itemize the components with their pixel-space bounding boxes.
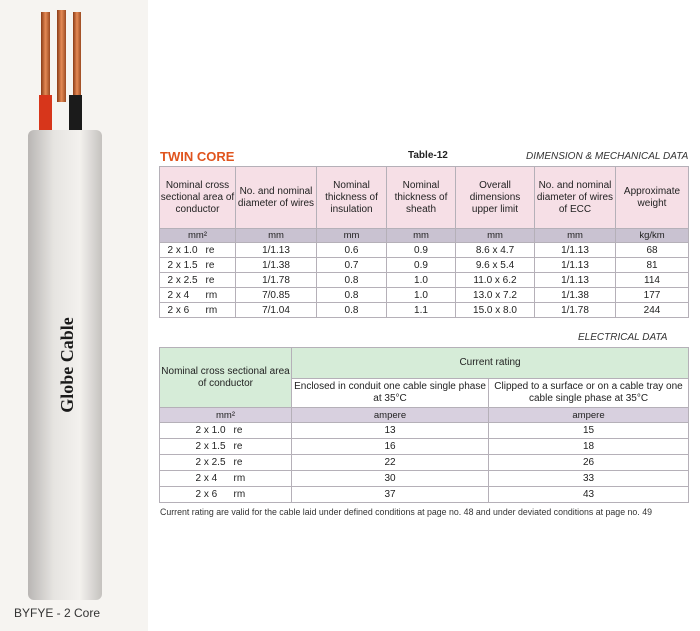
conductor-size bbox=[196, 489, 256, 500]
conductor-size bbox=[196, 457, 256, 468]
conductor-type: re bbox=[233, 457, 243, 468]
clipped-rating-cell: 26 bbox=[489, 455, 689, 471]
size-value: 2 x 6 bbox=[167, 304, 190, 316]
product-photo-panel bbox=[0, 0, 148, 631]
weight-cell: 81 bbox=[616, 258, 689, 273]
unit-row bbox=[160, 408, 689, 423]
conductor-size bbox=[168, 290, 228, 301]
wires-cell: 1/1.78 bbox=[236, 273, 317, 288]
clipped-rating-cell: 15 bbox=[489, 423, 689, 439]
conduit-rating-cell: 16 bbox=[292, 439, 489, 455]
weight-cell: 177 bbox=[616, 288, 689, 303]
conduit-rating-cell: 13 bbox=[292, 423, 489, 439]
ecc-cell: 1/1.78 bbox=[535, 303, 616, 318]
sheath-cell: 0.9 bbox=[387, 243, 456, 258]
overall-cell: 11.0 x 6.2 bbox=[456, 273, 535, 288]
size-value: 2 x 2.5 bbox=[167, 274, 198, 286]
table-row bbox=[160, 439, 689, 455]
ecc-cell: 1/1.13 bbox=[535, 243, 616, 258]
conductor-size bbox=[168, 245, 228, 256]
dimension-table bbox=[159, 166, 689, 318]
conductor-size-cell bbox=[160, 258, 236, 273]
brand-label: Globe Cable bbox=[57, 317, 77, 413]
conductor-type: rm bbox=[233, 489, 246, 500]
conductor-size-cell bbox=[160, 288, 236, 303]
insulation-cell: 0.6 bbox=[317, 243, 387, 258]
conductor-size-cell bbox=[160, 487, 292, 503]
header-row bbox=[160, 167, 689, 229]
current-rating-header: Current rating bbox=[292, 348, 689, 379]
column-header: Approximate weight bbox=[616, 167, 689, 229]
conduit-rating-cell: 22 bbox=[292, 455, 489, 471]
black-insulation bbox=[69, 95, 82, 135]
unit-cell: mm bbox=[535, 229, 616, 243]
electrical-title: ELECTRICAL DATA bbox=[578, 332, 668, 343]
overall-cell: 8.6 x 4.7 bbox=[456, 243, 535, 258]
ecc-cell: 1/1.13 bbox=[535, 258, 616, 273]
weight-cell: 68 bbox=[616, 243, 689, 258]
column-header: Enclosed in conduit one cable single phase at 35°C bbox=[292, 379, 489, 408]
dimension-title: DIMENSION & MECHANICAL DATA bbox=[526, 151, 689, 162]
conductor-type: re bbox=[233, 425, 243, 436]
table-row bbox=[160, 487, 689, 503]
clipped-rating-cell: 43 bbox=[489, 487, 689, 503]
overall-cell: 15.0 x 8.0 bbox=[456, 303, 535, 318]
column-header: Nominal thickness of sheath bbox=[387, 167, 456, 229]
conductor-size-cell bbox=[160, 423, 292, 439]
unit-cell: mm bbox=[456, 229, 535, 243]
column-header: Nominal cross sectional area of conductor bbox=[160, 167, 236, 229]
table-row bbox=[160, 455, 689, 471]
conductor-type: re bbox=[205, 259, 215, 271]
conductor-size-cell bbox=[160, 439, 292, 455]
weight-cell: 244 bbox=[616, 303, 689, 318]
size-value: 2 x 1.0 bbox=[167, 244, 198, 256]
copper-wire-left bbox=[41, 12, 50, 102]
conductor-size bbox=[168, 260, 228, 271]
wires-cell: 7/0.85 bbox=[236, 288, 317, 303]
header-row bbox=[160, 348, 689, 379]
red-insulation bbox=[39, 95, 52, 135]
column-header: No. and nominal diameter of wires of ECC bbox=[535, 167, 616, 229]
wires-cell: 1/1.13 bbox=[236, 243, 317, 258]
size-value: 2 x 1.0 bbox=[195, 425, 226, 436]
ecc-cell: 1/1.38 bbox=[535, 288, 616, 303]
overall-cell: 9.6 x 5.4 bbox=[456, 258, 535, 273]
copper-wire-right bbox=[73, 12, 81, 102]
insulation-cell: 0.8 bbox=[317, 303, 387, 318]
table-row bbox=[160, 258, 689, 273]
current-rating-note: Current rating are valid for the cable laid under defined conditions at page no. 48 and under deviated conditions at page no. 49 bbox=[160, 507, 652, 517]
size-value: 2 x 6 bbox=[195, 489, 218, 500]
table-row bbox=[160, 243, 689, 258]
conductor-type: re bbox=[233, 441, 243, 452]
size-value: 2 x 4 bbox=[195, 473, 218, 484]
unit-cell: kg/km bbox=[616, 229, 689, 243]
unit-cell: mm² bbox=[160, 229, 236, 243]
column-header: Clipped to a surface or on a cable tray one cable single phase at 35°C bbox=[489, 379, 689, 408]
conductor-type: rm bbox=[233, 473, 246, 484]
unit-cell: ampere bbox=[292, 408, 489, 423]
table-row bbox=[160, 423, 689, 439]
ecc-cell: 1/1.13 bbox=[535, 273, 616, 288]
conduit-rating-cell: 30 bbox=[292, 471, 489, 487]
cable-illustration bbox=[18, 0, 118, 600]
conductor-type: rm bbox=[205, 304, 218, 316]
column-header: No. and nominal diameter of wires bbox=[236, 167, 317, 229]
table-row bbox=[160, 471, 689, 487]
conductor-type: rm bbox=[205, 289, 218, 301]
conductor-type: re bbox=[205, 244, 215, 256]
area-header: Nominal cross sectional area of conductor bbox=[160, 348, 292, 408]
weight-cell: 114 bbox=[616, 273, 689, 288]
conduit-rating-cell: 37 bbox=[292, 487, 489, 503]
sheath-cell: 1.0 bbox=[387, 273, 456, 288]
column-header: Overall dimensions upper limit bbox=[456, 167, 535, 229]
conductor-type: re bbox=[205, 274, 215, 286]
insulation-cell: 0.8 bbox=[317, 288, 387, 303]
conductor-size bbox=[196, 473, 256, 484]
unit-cell: mm bbox=[236, 229, 317, 243]
unit-cell: ampere bbox=[489, 408, 689, 423]
unit-cell: mm bbox=[317, 229, 387, 243]
clipped-rating-cell: 18 bbox=[489, 439, 689, 455]
clipped-rating-cell: 33 bbox=[489, 471, 689, 487]
column-header: Nominal thickness of insulation bbox=[317, 167, 387, 229]
size-value: 2 x 4 bbox=[167, 289, 190, 301]
insulation-cell: 0.8 bbox=[317, 273, 387, 288]
conductor-size-cell bbox=[160, 471, 292, 487]
conductor-size bbox=[196, 425, 256, 436]
size-value: 2 x 1.5 bbox=[167, 259, 198, 271]
conductor-size-cell bbox=[160, 303, 236, 318]
unit-cell: mm² bbox=[160, 408, 292, 423]
conductor-size bbox=[168, 305, 228, 316]
wires-cell: 1/1.38 bbox=[236, 258, 317, 273]
overall-cell: 13.0 x 7.2 bbox=[456, 288, 535, 303]
table-row bbox=[160, 288, 689, 303]
table-row bbox=[160, 273, 689, 288]
conductor-size-cell bbox=[160, 273, 236, 288]
wires-cell: 7/1.04 bbox=[236, 303, 317, 318]
sheath-cell: 1.0 bbox=[387, 288, 456, 303]
table-number: Table-12 bbox=[408, 150, 448, 161]
unit-cell: mm bbox=[387, 229, 456, 243]
conductor-size bbox=[196, 441, 256, 452]
product-caption: BYFYE - 2 Core bbox=[14, 606, 101, 620]
sheath-cell: 1.1 bbox=[387, 303, 456, 318]
conductor-size-cell bbox=[160, 243, 236, 258]
unit-row bbox=[160, 229, 689, 243]
sheath-cell: 0.9 bbox=[387, 258, 456, 273]
size-value: 2 x 2.5 bbox=[195, 457, 226, 468]
copper-wire-middle bbox=[57, 10, 66, 102]
size-value: 2 x 1.5 bbox=[195, 441, 226, 452]
section-title: TWIN CORE bbox=[160, 149, 235, 164]
electrical-table bbox=[159, 347, 689, 503]
insulation-cell: 0.7 bbox=[317, 258, 387, 273]
conductor-size-cell bbox=[160, 455, 292, 471]
conductor-size bbox=[168, 275, 228, 286]
table-row bbox=[160, 303, 689, 318]
